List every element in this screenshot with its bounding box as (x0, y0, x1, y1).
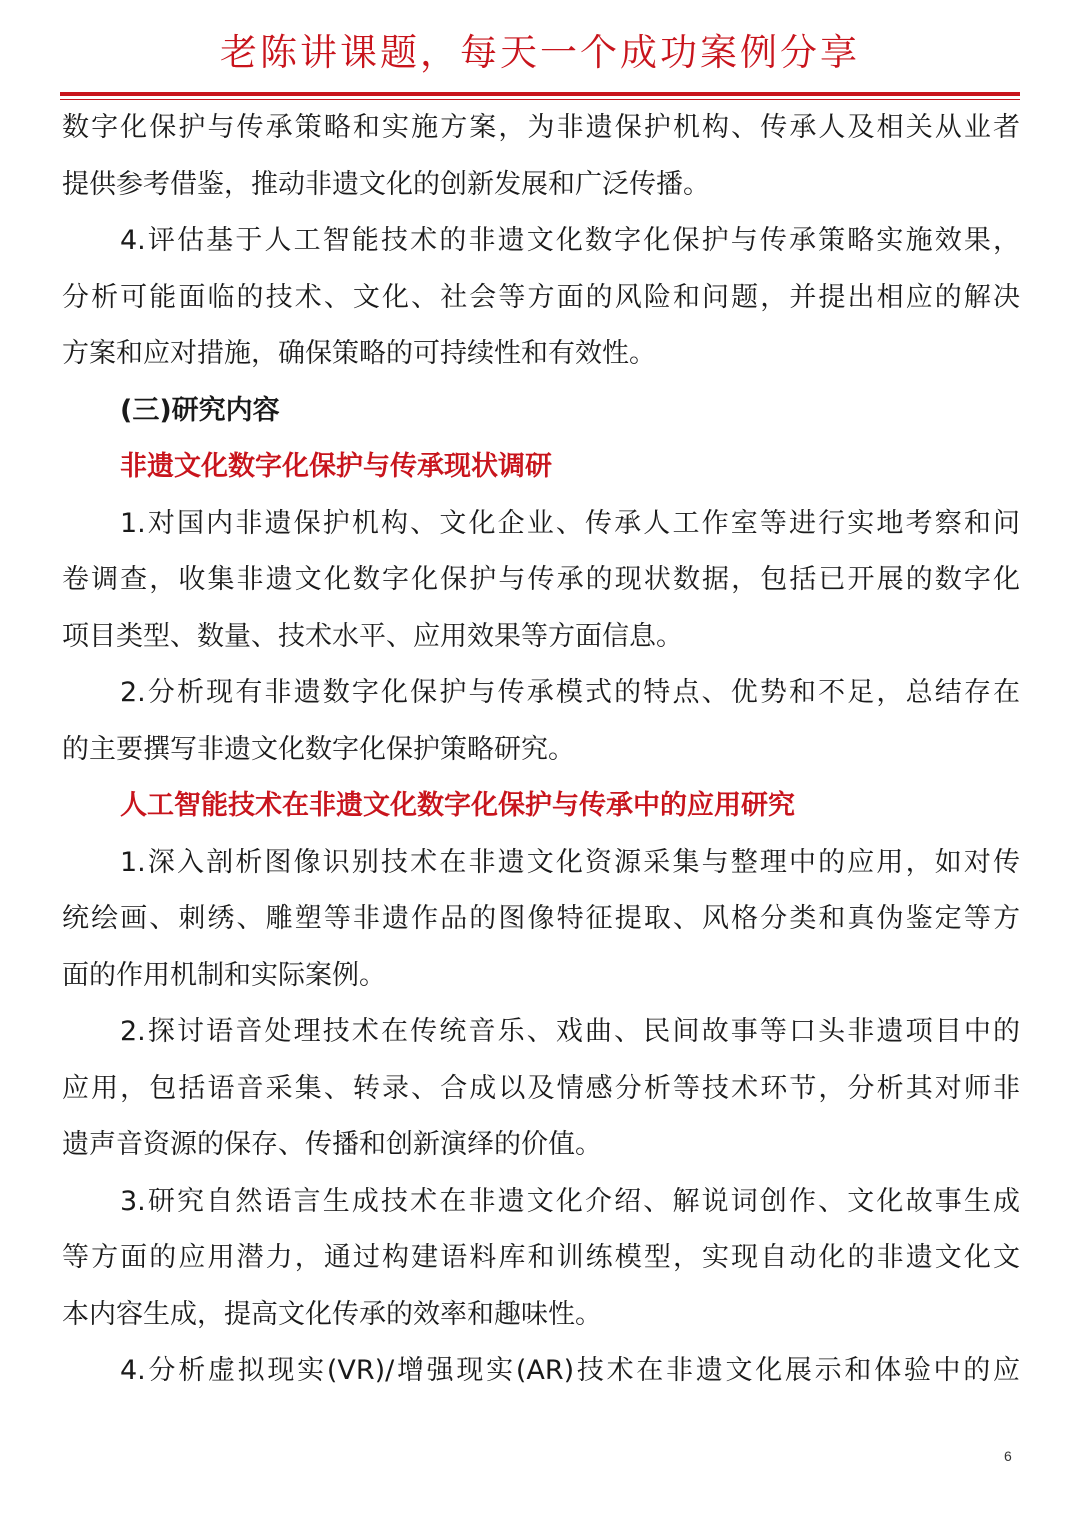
body-text-line: 项目类型、数量、技术水平、应用效果等方面信息。 (62, 620, 683, 652)
body-text-line: 分析可能面临的技术、文化、社会等方面的风险和问题，并提出相应的解决 (62, 281, 1020, 313)
body-text-line: 遗声音资源的保存、传播和创新演绎的价值。 (62, 1129, 602, 1160)
body-text-line: 应用，包括语音采集、转录、合成以及情感分析等技术环节，分析其对师非 (62, 1072, 1020, 1104)
body-text-line: 1.对国内非遗保护机构、文化企业、传承人工作室等进行实地考察和问 (120, 507, 1020, 539)
body-text-line: 1.深入剖析图像识别技术在非遗文化资源采集与整理中的应用，如对传 (120, 846, 1020, 878)
page-number: 6 (1004, 1448, 1012, 1464)
body-text-line: 方案和应对措施，确保策略的可持续性和有效性。 (62, 338, 656, 369)
document-body (62, 100, 1020, 1400)
subsection-heading: 人工智能技术在非遗文化数字化保护与传承中的应用研究 (120, 790, 795, 821)
body-text-line: 4.评估基于人工智能技术的非遗文化数字化保护与传承策略实施效果， (120, 225, 1020, 256)
body-text-line: 提供参考借鉴，推动非遗文化的创新发展和广泛传播。 (62, 168, 710, 200)
body-text-line: 卷调查，收集非遗文化数字化保护与传承的现状数据，包括已开展的数字化 (62, 564, 1020, 595)
body-text-line: 3.研究自然语言生成技术在非遗文化介绍、解说词创作、文化故事生成 (120, 1185, 1020, 1217)
body-text-line: 等方面的应用潜力，通过构建语料库和训练模型，实现自动化的非遗文化文 (62, 1242, 1020, 1273)
header-rule-thick (60, 92, 1020, 96)
body-text-line: 的主要撰写非遗文化数字化保护策略研究。 (62, 733, 575, 765)
body-text-line: 面的作用机制和实际案例。 (62, 959, 386, 991)
section-heading: (三)研究内容 (120, 394, 280, 426)
body-text-line: 2.分析现有非遗数字化保护与传承模式的特点、优势和不足，总结存在 (120, 677, 1020, 708)
body-text-line: 数字化保护与传承策略和实施方案，为非遗保护机构、传承人及相关从业者 (62, 112, 1020, 143)
body-text-line: 本内容生成，提高文化传承的效率和趣味性。 (62, 1298, 602, 1330)
subsection-heading: 非遗文化数字化保护与传承现状调研 (120, 451, 552, 482)
body-text-line: 统绘画、刺绣、雕塑等非遗作品的图像特征提取、风格分类和真伪鉴定等方 (62, 903, 1020, 934)
body-text-line: 4.分析虚拟现实(VR)/增强现实(AR)技术在非遗文化展示和体验中的应 (120, 1355, 1020, 1386)
body-text-line: 2.探讨语音处理技术在传统音乐、戏曲、民间故事等口头非遗项目中的 (120, 1016, 1020, 1047)
page-header-title: 老陈讲课题，每天一个成功案例分享 (220, 31, 860, 74)
